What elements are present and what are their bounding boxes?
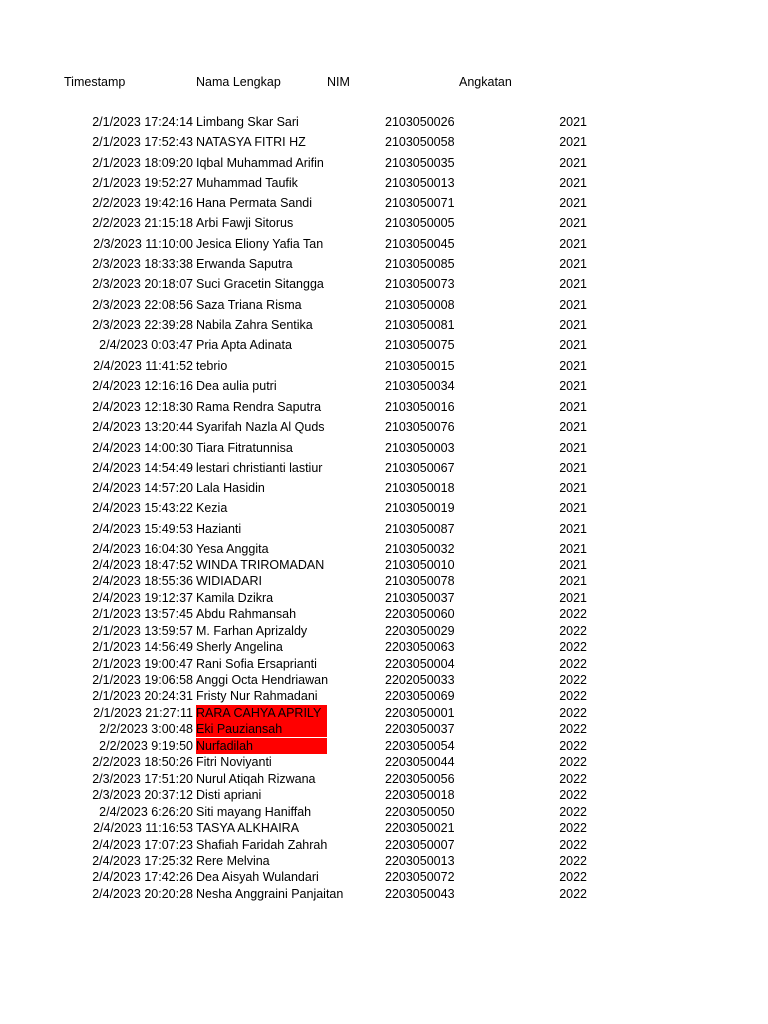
angkatan-cell: 2022 bbox=[559, 870, 587, 884]
table-row bbox=[0, 500, 768, 516]
name-cell: Disti apriani bbox=[196, 788, 262, 802]
angkatan-cell: 2022 bbox=[559, 706, 587, 720]
nim-cell: 2203050054 bbox=[385, 739, 455, 753]
timestamp-cell: 2/1/2023 19:52:27 bbox=[92, 176, 193, 190]
nim-cell: 2203050043 bbox=[385, 887, 455, 901]
nim-cell: 2203050037 bbox=[385, 722, 455, 736]
name-cell: lestari christianti lastiur bbox=[196, 461, 323, 475]
name-cell: Eki Pauziansah bbox=[196, 721, 327, 737]
nim-cell: 2103050045 bbox=[385, 237, 455, 251]
nim-cell: 2203050001 bbox=[385, 706, 455, 720]
angkatan-cell: 2021 bbox=[559, 277, 587, 291]
timestamp-cell: 2/4/2023 19:12:37 bbox=[92, 591, 193, 605]
name-cell: Rani Sofia Ersaprianti bbox=[196, 657, 317, 671]
angkatan-cell: 2021 bbox=[559, 558, 587, 572]
nim-cell: 2103050019 bbox=[385, 501, 455, 515]
name-cell: Fristy Nur Rahmadani bbox=[196, 689, 318, 703]
timestamp-cell: 2/4/2023 15:43:22 bbox=[92, 501, 193, 515]
table-row bbox=[0, 297, 768, 313]
angkatan-cell: 2022 bbox=[559, 854, 587, 868]
nim-cell: 2103050075 bbox=[385, 338, 455, 352]
table-row bbox=[0, 195, 768, 211]
table-row bbox=[0, 236, 768, 252]
angkatan-cell: 2021 bbox=[559, 542, 587, 556]
nim-cell: 2103050016 bbox=[385, 400, 455, 414]
timestamp-cell: 2/4/2023 11:16:53 bbox=[93, 821, 193, 835]
timestamp-cell: 2/1/2023 14:56:49 bbox=[92, 640, 193, 654]
header-nama-lengkap: Nama Lengkap bbox=[196, 75, 281, 89]
nim-cell: 2203050056 bbox=[385, 772, 455, 786]
nim-cell: 2203050013 bbox=[385, 854, 455, 868]
name-cell: Lala Hasidin bbox=[196, 481, 265, 495]
nim-cell: 2103050058 bbox=[385, 135, 455, 149]
nim-cell: 2203050060 bbox=[385, 607, 455, 621]
table-row bbox=[0, 820, 768, 836]
nim-cell: 2103050003 bbox=[385, 441, 455, 455]
name-cell: WIDIADARI bbox=[196, 574, 262, 588]
table-row bbox=[0, 134, 768, 150]
angkatan-cell: 2021 bbox=[559, 461, 587, 475]
name-cell: tebrio bbox=[196, 359, 228, 373]
nim-cell: 2103050010 bbox=[385, 558, 455, 572]
nim-cell: 2103050078 bbox=[385, 574, 455, 588]
angkatan-cell: 2022 bbox=[559, 805, 587, 819]
table-row bbox=[0, 705, 768, 721]
nim-cell: 2103050071 bbox=[385, 196, 455, 210]
table-row bbox=[0, 688, 768, 704]
timestamp-cell: 2/1/2023 17:52:43 bbox=[92, 135, 193, 149]
angkatan-cell: 2021 bbox=[559, 237, 587, 251]
timestamp-cell: 2/3/2023 11:10:00 bbox=[93, 237, 193, 251]
name-cell: Pria Apta Adinata bbox=[196, 338, 292, 352]
name-cell: Suci Gracetin Sitangga bbox=[196, 277, 324, 291]
angkatan-cell: 2021 bbox=[559, 574, 587, 588]
angkatan-cell: 2021 bbox=[559, 591, 587, 605]
angkatan-cell: 2022 bbox=[559, 755, 587, 769]
table-row bbox=[0, 541, 768, 557]
angkatan-cell: 2022 bbox=[559, 640, 587, 654]
nim-cell: 2103050081 bbox=[385, 318, 455, 332]
table-row bbox=[0, 606, 768, 622]
angkatan-cell: 2021 bbox=[559, 135, 587, 149]
angkatan-cell: 2022 bbox=[559, 821, 587, 835]
timestamp-cell: 2/3/2023 22:39:28 bbox=[92, 318, 193, 332]
timestamp-cell: 2/1/2023 19:06:58 bbox=[92, 673, 193, 687]
timestamp-cell: 2/4/2023 13:20:44 bbox=[92, 420, 193, 434]
nim-cell: 2103050067 bbox=[385, 461, 455, 475]
name-cell: Nabila Zahra Sentika bbox=[196, 318, 313, 332]
timestamp-cell: 2/3/2023 20:37:12 bbox=[92, 788, 193, 802]
name-cell: Nurfadilah bbox=[196, 738, 327, 754]
angkatan-cell: 2022 bbox=[559, 772, 587, 786]
nim-cell: 2203050021 bbox=[385, 821, 455, 835]
timestamp-cell: 2/4/2023 18:55:36 bbox=[92, 574, 193, 588]
name-cell: Nurul Atiqah Rizwana bbox=[196, 772, 316, 786]
name-cell: Dea aulia putri bbox=[196, 379, 277, 393]
table-row bbox=[0, 639, 768, 655]
timestamp-cell: 2/2/2023 18:50:26 bbox=[92, 755, 193, 769]
name-cell: Fitri Noviyanti bbox=[196, 755, 272, 769]
name-cell: Erwanda Saputra bbox=[196, 257, 293, 271]
header-nim: NIM bbox=[327, 75, 350, 89]
angkatan-cell: 2022 bbox=[559, 657, 587, 671]
name-cell: RARA CAHYA APRILY bbox=[196, 705, 327, 721]
nim-cell: 2103050037 bbox=[385, 591, 455, 605]
table-row bbox=[0, 460, 768, 476]
name-cell: Iqbal Muhammad Arifin bbox=[196, 156, 324, 170]
timestamp-cell: 2/1/2023 17:24:14 bbox=[92, 115, 193, 129]
nim-cell: 2203050004 bbox=[385, 657, 455, 671]
angkatan-cell: 2021 bbox=[559, 216, 587, 230]
name-cell: Shafiah Faridah Zahrah bbox=[196, 838, 328, 852]
name-cell: Abdu Rahmansah bbox=[196, 607, 297, 621]
angkatan-cell: 2022 bbox=[559, 739, 587, 753]
timestamp-cell: 2/4/2023 14:57:20 bbox=[92, 481, 193, 495]
table-row bbox=[0, 721, 768, 737]
table-row bbox=[0, 378, 768, 394]
name-cell: Nesha Anggraini Panjaitan bbox=[196, 887, 344, 901]
timestamp-cell: 2/2/2023 9:19:50 bbox=[99, 739, 193, 753]
table-row bbox=[0, 256, 768, 272]
timestamp-cell: 2/3/2023 22:08:56 bbox=[92, 298, 193, 312]
timestamp-cell: 2/4/2023 12:18:30 bbox=[92, 400, 193, 414]
name-cell: Anggi Octa Hendriawan bbox=[196, 673, 329, 687]
angkatan-cell: 2021 bbox=[559, 359, 587, 373]
table-row bbox=[0, 573, 768, 589]
table-row bbox=[0, 358, 768, 374]
timestamp-cell: 2/4/2023 14:00:30 bbox=[92, 441, 193, 455]
nim-cell: 2203050044 bbox=[385, 755, 455, 769]
name-cell: Limbang Skar Sari bbox=[196, 115, 299, 129]
angkatan-cell: 2021 bbox=[559, 400, 587, 414]
name-cell: Hazianti bbox=[196, 522, 242, 536]
table-row bbox=[0, 623, 768, 639]
timestamp-cell: 2/4/2023 0:03:47 bbox=[99, 338, 193, 352]
nim-cell: 2203050050 bbox=[385, 805, 455, 819]
name-cell: Syarifah Nazla Al Quds bbox=[196, 420, 325, 434]
name-cell: Yesa Anggita bbox=[196, 542, 269, 556]
nim-cell: 2103050034 bbox=[385, 379, 455, 393]
angkatan-cell: 2022 bbox=[559, 722, 587, 736]
table-row bbox=[0, 440, 768, 456]
timestamp-cell: 2/1/2023 21:27:11 bbox=[93, 706, 193, 720]
nim-cell: 2203050072 bbox=[385, 870, 455, 884]
angkatan-cell: 2021 bbox=[559, 176, 587, 190]
angkatan-cell: 2021 bbox=[559, 318, 587, 332]
nim-cell: 2103050087 bbox=[385, 522, 455, 536]
timestamp-cell: 2/3/2023 20:18:07 bbox=[92, 277, 193, 291]
angkatan-cell: 2021 bbox=[559, 420, 587, 434]
angkatan-cell: 2021 bbox=[559, 196, 587, 210]
nim-cell: 2103050035 bbox=[385, 156, 455, 170]
name-cell: Rere Melvina bbox=[196, 854, 270, 868]
timestamp-cell: 2/4/2023 15:49:53 bbox=[92, 522, 193, 536]
timestamp-cell: 2/1/2023 19:00:47 bbox=[92, 657, 193, 671]
nim-cell: 2203050069 bbox=[385, 689, 455, 703]
timestamp-cell: 2/4/2023 12:16:16 bbox=[92, 379, 193, 393]
nim-cell: 2103050008 bbox=[385, 298, 455, 312]
table-row bbox=[0, 419, 768, 435]
timestamp-cell: 2/2/2023 3:00:48 bbox=[99, 722, 193, 736]
angkatan-cell: 2021 bbox=[559, 441, 587, 455]
name-cell: Rama Rendra Saputra bbox=[196, 400, 322, 414]
table-row bbox=[0, 886, 768, 902]
angkatan-cell: 2022 bbox=[559, 607, 587, 621]
timestamp-cell: 2/4/2023 17:07:23 bbox=[92, 838, 193, 852]
header-angkatan: Angkatan bbox=[459, 75, 512, 89]
angkatan-cell: 2022 bbox=[559, 689, 587, 703]
table-row bbox=[0, 557, 768, 573]
nim-cell: 2103050005 bbox=[385, 216, 455, 230]
table-row bbox=[0, 853, 768, 869]
timestamp-cell: 2/3/2023 18:33:38 bbox=[92, 257, 193, 271]
nim-cell: 2103050026 bbox=[385, 115, 455, 129]
name-cell: Muhammad Taufik bbox=[196, 176, 298, 190]
table-row bbox=[0, 399, 768, 415]
nim-cell: 2103050015 bbox=[385, 359, 455, 373]
name-cell: M. Farhan Aprizaldy bbox=[196, 624, 308, 638]
table-row bbox=[0, 869, 768, 885]
table-row bbox=[0, 521, 768, 537]
name-cell: TASYA ALKHAIRA bbox=[196, 821, 300, 835]
nim-cell: 2203050018 bbox=[385, 788, 455, 802]
table-row bbox=[0, 337, 768, 353]
nim-cell: 2103050073 bbox=[385, 277, 455, 291]
timestamp-cell: 2/4/2023 14:54:49 bbox=[92, 461, 193, 475]
angkatan-cell: 2022 bbox=[559, 624, 587, 638]
angkatan-cell: 2021 bbox=[559, 501, 587, 515]
angkatan-cell: 2021 bbox=[559, 156, 587, 170]
angkatan-cell: 2021 bbox=[559, 379, 587, 393]
table-row bbox=[0, 175, 768, 191]
timestamp-cell: 2/1/2023 13:59:57 bbox=[92, 624, 193, 638]
table-row bbox=[0, 771, 768, 787]
timestamp-cell: 2/2/2023 19:42:16 bbox=[92, 196, 193, 210]
nim-cell: 2103050018 bbox=[385, 481, 455, 495]
name-cell: Kamila Dzikra bbox=[196, 591, 274, 605]
name-cell: Siti mayang Haniffah bbox=[196, 805, 312, 819]
table-row bbox=[0, 114, 768, 130]
name-cell: Hana Permata Sandi bbox=[196, 196, 313, 210]
name-cell: Jesica Eliony Yafia Tan bbox=[196, 237, 324, 251]
nim-cell: 2103050085 bbox=[385, 257, 455, 271]
angkatan-cell: 2021 bbox=[559, 298, 587, 312]
timestamp-cell: 2/4/2023 16:04:30 bbox=[92, 542, 193, 556]
table-row bbox=[0, 590, 768, 606]
timestamp-cell: 2/2/2023 21:15:18 bbox=[92, 216, 193, 230]
header-timestamp: Timestamp bbox=[64, 75, 126, 89]
angkatan-cell: 2021 bbox=[559, 257, 587, 271]
timestamp-cell: 2/1/2023 13:57:45 bbox=[92, 607, 193, 621]
table-row bbox=[0, 317, 768, 333]
name-cell: NATASYA FITRI HZ bbox=[196, 135, 306, 149]
timestamp-cell: 2/4/2023 20:20:28 bbox=[92, 887, 193, 901]
nim-cell: 2203050029 bbox=[385, 624, 455, 638]
angkatan-cell: 2022 bbox=[559, 788, 587, 802]
timestamp-cell: 2/4/2023 17:25:32 bbox=[92, 854, 193, 868]
name-cell: Tiara Fitratunnisa bbox=[196, 441, 293, 455]
timestamp-cell: 2/4/2023 6:26:20 bbox=[99, 805, 193, 819]
name-cell: WINDA TRIROMADAN bbox=[196, 558, 325, 572]
table-row bbox=[0, 804, 768, 820]
name-cell: Dea Aisyah Wulandari bbox=[196, 870, 319, 884]
name-cell: Sherly Angelina bbox=[196, 640, 283, 654]
angkatan-cell: 2022 bbox=[559, 838, 587, 852]
nim-cell: 2202050033 bbox=[385, 673, 455, 687]
nim-cell: 2103050076 bbox=[385, 420, 455, 434]
angkatan-cell: 2022 bbox=[559, 887, 587, 901]
name-cell: Kezia bbox=[196, 501, 228, 515]
timestamp-cell: 2/4/2023 17:42:26 bbox=[92, 870, 193, 884]
timestamp-cell: 2/1/2023 20:24:31 bbox=[92, 689, 193, 703]
angkatan-cell: 2022 bbox=[559, 673, 587, 687]
nim-cell: 2103050032 bbox=[385, 542, 455, 556]
angkatan-cell: 2021 bbox=[559, 338, 587, 352]
angkatan-cell: 2021 bbox=[559, 115, 587, 129]
nim-cell: 2103050013 bbox=[385, 176, 455, 190]
timestamp-cell: 2/4/2023 18:47:52 bbox=[92, 558, 193, 572]
table-row bbox=[0, 672, 768, 688]
table-row bbox=[0, 155, 768, 171]
table-row bbox=[0, 215, 768, 231]
nim-cell: 2203050063 bbox=[385, 640, 455, 654]
table-row bbox=[0, 837, 768, 853]
nim-cell: 2203050007 bbox=[385, 838, 455, 852]
timestamp-cell: 2/1/2023 18:09:20 bbox=[92, 156, 193, 170]
angkatan-cell: 2021 bbox=[559, 522, 587, 536]
table-row bbox=[0, 787, 768, 803]
angkatan-cell: 2021 bbox=[559, 481, 587, 495]
table-row bbox=[0, 754, 768, 770]
name-cell: Arbi Fawji Sitorus bbox=[196, 216, 294, 230]
table-row bbox=[0, 738, 768, 754]
table-row bbox=[0, 276, 768, 292]
table-row bbox=[0, 656, 768, 672]
timestamp-cell: 2/3/2023 17:51:20 bbox=[92, 772, 193, 786]
table-row bbox=[0, 480, 768, 496]
name-cell: Saza Triana Risma bbox=[196, 298, 302, 312]
timestamp-cell: 2/4/2023 11:41:52 bbox=[93, 359, 193, 373]
